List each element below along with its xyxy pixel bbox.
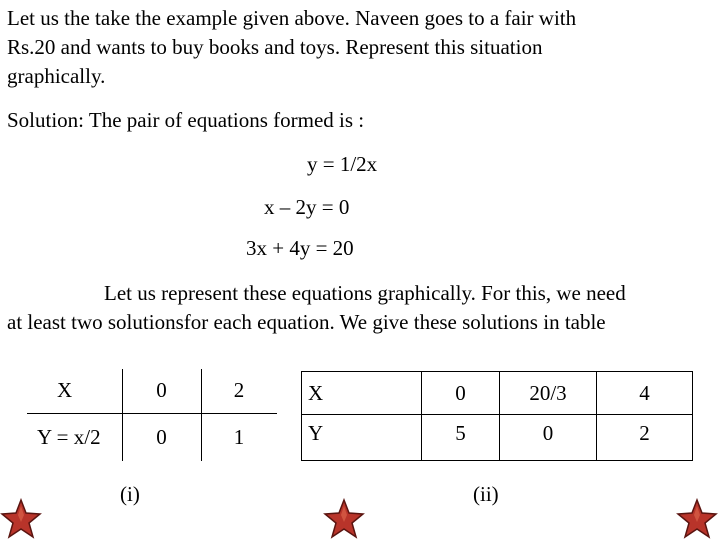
- equation-3: 3x + 4y = 20: [246, 236, 354, 260]
- table-row: [27, 413, 277, 461]
- table-row: [302, 415, 693, 461]
- equation-2: x – 2y = 0: [264, 195, 350, 219]
- table-1-caption: (i): [120, 482, 140, 506]
- intro-line-3: graphically.: [7, 64, 106, 88]
- star-icon: [676, 498, 718, 540]
- explain-line-1: Let us represent these equations graphically. For this, we need: [104, 281, 626, 305]
- table-cell: 5: [422, 415, 500, 461]
- solution-heading: Solution: The pair of equations formed is :: [7, 108, 365, 132]
- table-cell: 1: [233, 424, 245, 449]
- table-cell: 0: [122, 413, 201, 461]
- solution-table-1: [27, 369, 277, 461]
- table-cell: X: [27, 369, 122, 413]
- table-cell: 20/3: [500, 372, 597, 415]
- table-cell: X: [302, 372, 422, 415]
- table-cell: 0: [422, 372, 500, 415]
- table-cell: 4: [597, 372, 693, 415]
- table-cell: 0: [500, 415, 597, 461]
- table-cell: 2: [639, 421, 650, 445]
- explain-line-2: at least two solutionsfor each equation. We give these solutions in table: [7, 310, 606, 334]
- intro-paragraph: [7, 4, 576, 91]
- table-cell: Y: [302, 415, 422, 461]
- equation-1: y = 1/2x: [307, 152, 378, 176]
- table-row: [27, 369, 277, 413]
- table-cell: 2: [201, 369, 277, 413]
- star-icon: [0, 498, 42, 540]
- table-cell: 0: [122, 369, 201, 413]
- table-cell: Y = x/2: [27, 413, 122, 461]
- table-row: [302, 372, 693, 415]
- solution-table-2: [301, 371, 693, 461]
- intro-line-1: Let us the take the example given above. Naveen goes to a fair with: [7, 6, 577, 30]
- intro-line-2: Rs.20 and wants to buy books and toys. Represent this situation: [7, 35, 543, 59]
- table-2-caption: (ii): [473, 482, 499, 506]
- star-icon: [323, 498, 365, 540]
